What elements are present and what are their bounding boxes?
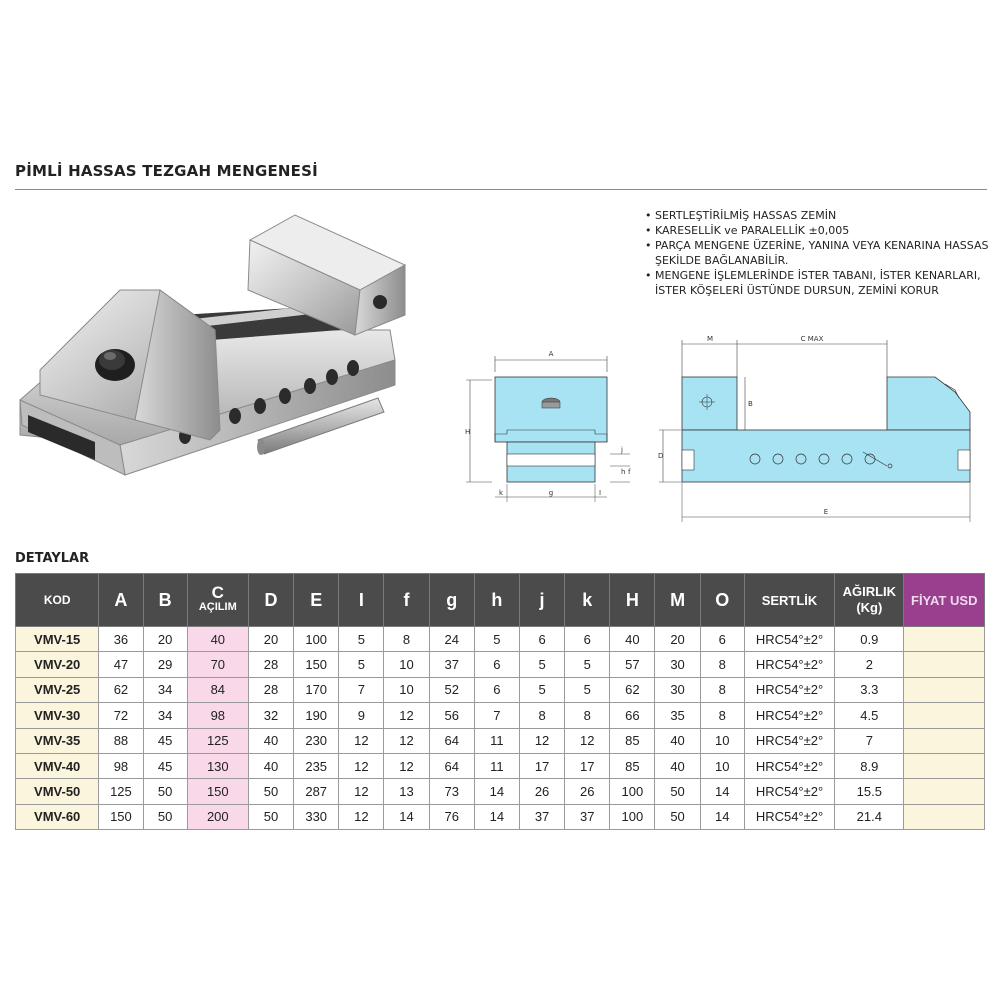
- cell-sertlik: HRC54°±2°: [744, 779, 834, 804]
- cell-j: 8: [519, 703, 564, 728]
- front-view-drawing: [462, 342, 637, 512]
- header-c-letter: C: [211, 583, 224, 602]
- cell-sertlik: HRC54°±2°: [744, 703, 834, 728]
- cell-sertlik: HRC54°±2°: [744, 677, 834, 702]
- cell-o: 10: [700, 753, 744, 778]
- dim-label-d: D: [658, 452, 664, 460]
- cell-h: 100: [610, 779, 655, 804]
- page-title: PİMLİ HASSAS TEZGAH MENGENESİ: [15, 162, 318, 180]
- cell-h: 11: [474, 753, 519, 778]
- dim-label-j: j: [621, 446, 623, 454]
- header-g: g: [429, 574, 474, 627]
- cell-m: 50: [655, 804, 700, 829]
- cell-kod: VMV-25: [16, 677, 99, 702]
- cell-k: 26: [565, 779, 610, 804]
- cell-a: 88: [99, 728, 143, 753]
- cell-a: 36: [99, 627, 143, 652]
- cell-f: 10: [384, 677, 429, 702]
- cell-o: 8: [700, 652, 744, 677]
- cell-b: 34: [143, 703, 187, 728]
- cell-o: 10: [700, 728, 744, 753]
- cell-a: 125: [99, 779, 143, 804]
- dim-label-m: M: [706, 335, 714, 343]
- cell-h: 14: [474, 804, 519, 829]
- cell-g: 76: [429, 804, 474, 829]
- cell-a: 47: [99, 652, 143, 677]
- cell-h: 5: [474, 627, 519, 652]
- cell-b: 34: [143, 677, 187, 702]
- cell-e: 100: [294, 627, 339, 652]
- dim-label-i: I: [599, 489, 602, 497]
- cell-o: 14: [700, 804, 744, 829]
- table-row: [16, 728, 985, 753]
- cell-fiyat: [904, 753, 985, 778]
- cell-h: 66: [610, 703, 655, 728]
- header-agirlik-unit: (Kg): [856, 600, 883, 615]
- cell-c: 200: [187, 804, 248, 829]
- title-divider: [15, 189, 987, 190]
- feature-list: [645, 208, 990, 298]
- cell-i: 12: [339, 804, 384, 829]
- cell-g: 52: [429, 677, 474, 702]
- dim-label-h-upper: H: [465, 428, 471, 436]
- cell-agirlik: 7: [835, 728, 904, 753]
- cell-d: 32: [248, 703, 293, 728]
- header-h-small: h: [474, 574, 519, 627]
- feature-item: • SERTLEŞTİRİLMİŞ HASSAS ZEMİN: [645, 208, 990, 223]
- header-sertlik: SERTLİK: [744, 574, 834, 627]
- cell-h: 62: [610, 677, 655, 702]
- dim-label-f: f: [628, 468, 631, 476]
- cell-kod: VMV-60: [16, 804, 99, 829]
- table-row: [16, 627, 985, 652]
- cell-m: 40: [655, 728, 700, 753]
- cell-kod: VMV-30: [16, 703, 99, 728]
- cell-f: 8: [384, 627, 429, 652]
- cell-h: 85: [610, 753, 655, 778]
- cell-m: 30: [655, 652, 700, 677]
- dim-label-a: A: [548, 350, 554, 358]
- dim-label-h: h: [621, 468, 626, 476]
- cell-g: 73: [429, 779, 474, 804]
- cell-sertlik: HRC54°±2°: [744, 728, 834, 753]
- cell-e: 150: [294, 652, 339, 677]
- header-fiyat: FİYAT USD: [904, 574, 985, 627]
- cell-i: 12: [339, 728, 384, 753]
- cell-i: 5: [339, 627, 384, 652]
- cell-c: 98: [187, 703, 248, 728]
- cell-kod: VMV-35: [16, 728, 99, 753]
- cell-d: 20: [248, 627, 293, 652]
- dim-label-b: B: [748, 400, 753, 408]
- cell-h: 11: [474, 728, 519, 753]
- cell-b: 45: [143, 753, 187, 778]
- cell-agirlik: 2: [835, 652, 904, 677]
- header-c-sub: AÇILIM: [198, 601, 237, 613]
- cell-kod: VMV-15: [16, 627, 99, 652]
- cell-kod: VMV-50: [16, 779, 99, 804]
- cell-k: 12: [565, 728, 610, 753]
- cell-m: 30: [655, 677, 700, 702]
- cell-fiyat: [904, 804, 985, 829]
- cell-a: 150: [99, 804, 143, 829]
- dim-label-c-max: C MAX: [800, 335, 824, 343]
- cell-k: 5: [565, 652, 610, 677]
- cell-f: 12: [384, 753, 429, 778]
- header-a: A: [99, 574, 143, 627]
- cell-sertlik: HRC54°±2°: [744, 753, 834, 778]
- table-row: [16, 779, 985, 804]
- feature-item: • MENGENE İŞLEMLERİNDE İSTER TABANI, İSTER KENARLARI, İSTER KÖŞELERİ ÜSTÜNDE DURSUN, ZEMİNİ KORUR: [645, 268, 990, 298]
- cell-g: 64: [429, 728, 474, 753]
- details-section-title: DETAYLAR: [15, 551, 90, 566]
- header-b: B: [143, 574, 187, 627]
- cell-m: 35: [655, 703, 700, 728]
- cell-e: 230: [294, 728, 339, 753]
- cell-j: 37: [519, 804, 564, 829]
- cell-a: 72: [99, 703, 143, 728]
- cell-f: 13: [384, 779, 429, 804]
- vise-product-image: [10, 210, 410, 500]
- cell-j: 12: [519, 728, 564, 753]
- cell-e: 190: [294, 703, 339, 728]
- cell-o: 6: [700, 627, 744, 652]
- cell-g: 64: [429, 753, 474, 778]
- cell-i: 7: [339, 677, 384, 702]
- cell-sertlik: HRC54°±2°: [744, 627, 834, 652]
- cell-agirlik: 3.3: [835, 677, 904, 702]
- cell-m: 20: [655, 627, 700, 652]
- cell-fiyat: [904, 677, 985, 702]
- cell-c: 130: [187, 753, 248, 778]
- cell-o: 14: [700, 779, 744, 804]
- header-j: j: [519, 574, 564, 627]
- cell-i: 9: [339, 703, 384, 728]
- cell-j: 26: [519, 779, 564, 804]
- header-c: [187, 574, 248, 627]
- dim-label-e: E: [823, 508, 829, 516]
- feature-item: • PARÇA MENGENE ÜZERİNE, YANINA VEYA KENARINA HASSAS ŞEKİLDE BAĞLANABİLİR.: [645, 238, 990, 268]
- table-header-row: [16, 574, 985, 627]
- cell-agirlik: 15.5: [835, 779, 904, 804]
- cell-c: 150: [187, 779, 248, 804]
- cell-o: 8: [700, 703, 744, 728]
- cell-g: 56: [429, 703, 474, 728]
- header-e: E: [294, 574, 339, 627]
- cell-h: 40: [610, 627, 655, 652]
- cell-m: 50: [655, 779, 700, 804]
- cell-d: 40: [248, 728, 293, 753]
- cell-d: 28: [248, 677, 293, 702]
- cell-k: 6: [565, 627, 610, 652]
- cell-sertlik: HRC54°±2°: [744, 652, 834, 677]
- cell-agirlik: 21.4: [835, 804, 904, 829]
- cell-h: 14: [474, 779, 519, 804]
- header-k: k: [565, 574, 610, 627]
- cell-h: 57: [610, 652, 655, 677]
- header-i: I: [339, 574, 384, 627]
- cell-agirlik: 8.9: [835, 753, 904, 778]
- cell-kod: VMV-20: [16, 652, 99, 677]
- cell-d: 50: [248, 779, 293, 804]
- header-h: H: [610, 574, 655, 627]
- cell-f: 14: [384, 804, 429, 829]
- cell-f: 10: [384, 652, 429, 677]
- cell-e: 287: [294, 779, 339, 804]
- cell-d: 40: [248, 753, 293, 778]
- dim-label-g: g: [548, 489, 554, 497]
- cell-b: 29: [143, 652, 187, 677]
- cell-i: 12: [339, 753, 384, 778]
- cell-agirlik: 0.9: [835, 627, 904, 652]
- table-row: [16, 652, 985, 677]
- cell-fiyat: [904, 627, 985, 652]
- cell-k: 8: [565, 703, 610, 728]
- cell-m: 40: [655, 753, 700, 778]
- cell-k: 5: [565, 677, 610, 702]
- cell-f: 12: [384, 728, 429, 753]
- header-f: f: [384, 574, 429, 627]
- specs-table: [15, 573, 985, 830]
- feature-item: • KARESELLİK ve PARALELLİK ±0,005: [645, 223, 990, 238]
- cell-e: 330: [294, 804, 339, 829]
- cell-j: 5: [519, 652, 564, 677]
- table-row: [16, 804, 985, 829]
- cell-i: 12: [339, 779, 384, 804]
- cell-c: 84: [187, 677, 248, 702]
- cell-d: 28: [248, 652, 293, 677]
- cell-e: 170: [294, 677, 339, 702]
- cell-h: 6: [474, 652, 519, 677]
- cell-b: 20: [143, 627, 187, 652]
- cell-agirlik: 4.5: [835, 703, 904, 728]
- cell-h: 100: [610, 804, 655, 829]
- cell-a: 98: [99, 753, 143, 778]
- cell-k: 17: [565, 753, 610, 778]
- dim-label-k: k: [499, 489, 504, 497]
- cell-i: 5: [339, 652, 384, 677]
- cell-h: 7: [474, 703, 519, 728]
- cell-b: 45: [143, 728, 187, 753]
- cell-b: 50: [143, 804, 187, 829]
- header-agirlik: [835, 574, 904, 627]
- cell-c: 70: [187, 652, 248, 677]
- cell-j: 5: [519, 677, 564, 702]
- cell-d: 50: [248, 804, 293, 829]
- header-agirlik-label: AĞIRLIK: [842, 584, 897, 599]
- cell-h: 6: [474, 677, 519, 702]
- header-o: O: [700, 574, 744, 627]
- table-row: [16, 753, 985, 778]
- cell-sertlik: HRC54°±2°: [744, 804, 834, 829]
- side-view-drawing: [655, 332, 985, 527]
- cell-kod: VMV-40: [16, 753, 99, 778]
- cell-b: 50: [143, 779, 187, 804]
- cell-a: 62: [99, 677, 143, 702]
- table-row: [16, 677, 985, 702]
- cell-o: 8: [700, 677, 744, 702]
- table-row: [16, 703, 985, 728]
- header-d: D: [248, 574, 293, 627]
- cell-fiyat: [904, 703, 985, 728]
- cell-e: 235: [294, 753, 339, 778]
- cell-fiyat: [904, 728, 985, 753]
- header-m: M: [655, 574, 700, 627]
- cell-j: 17: [519, 753, 564, 778]
- cell-f: 12: [384, 703, 429, 728]
- header-kod: KOD: [16, 574, 99, 627]
- cell-j: 6: [519, 627, 564, 652]
- cell-k: 37: [565, 804, 610, 829]
- cell-c: 40: [187, 627, 248, 652]
- cell-g: 37: [429, 652, 474, 677]
- cell-fiyat: [904, 652, 985, 677]
- cell-c: 125: [187, 728, 248, 753]
- cell-g: 24: [429, 627, 474, 652]
- cell-h: 85: [610, 728, 655, 753]
- cell-fiyat: [904, 779, 985, 804]
